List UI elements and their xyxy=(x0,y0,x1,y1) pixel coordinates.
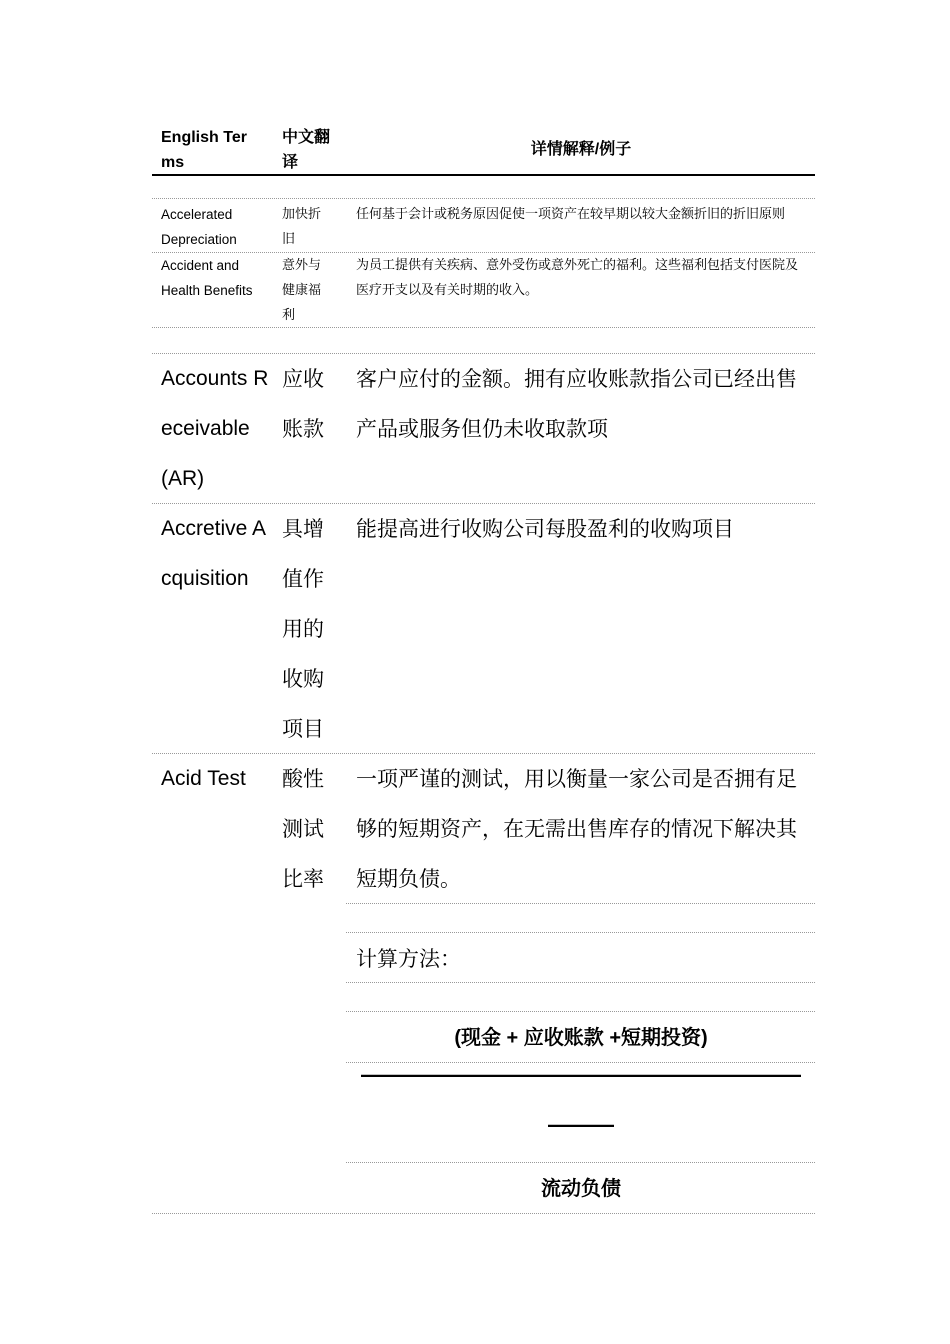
cell-divider xyxy=(346,1011,815,1012)
formula-fraction-bar: ———————————————————— xyxy=(361,1062,801,1087)
term-accounts-receivable: Accounts Receivable (AR) xyxy=(161,367,269,490)
explanation-acid-test: 一项严谨的测试，用以衡量一家公司是否拥有足够的短期资产，在无需出售库存的情况下解决其短期负债。 xyxy=(356,767,797,891)
chinese-translation-header: 中文翻译 xyxy=(282,129,331,171)
formula-fraction-bar-continued: ——— xyxy=(548,1112,614,1137)
row-divider xyxy=(152,327,815,328)
explanation-accounts-receivable: 客户应付的金额。拥有应收账款指公司已经出售产品或服务但仍未收取款项 xyxy=(356,367,797,441)
term-accident-health-benefits: Accident and Health Benefits xyxy=(161,258,253,298)
cell-divider xyxy=(346,903,815,904)
translation-accelerated-depreciation: 加快折旧 xyxy=(282,207,322,247)
explanation-accretive-acquisition: 能提高进行收购公司每股盈利的收购项目 xyxy=(356,517,734,541)
term-accretive-acquisition: Accretive Acquisition xyxy=(161,517,267,590)
calculation-label: 计算方法： xyxy=(356,947,461,971)
translation-accounts-receivable: 应收账款 xyxy=(282,367,324,441)
formula-denominator: 流动负债 xyxy=(541,1178,621,1200)
translation-accretive-acquisition: 具增值作用的收购项目 xyxy=(282,517,324,741)
row-divider xyxy=(152,198,815,199)
term-accelerated-depreciation: Accelerated Depreciation xyxy=(161,207,237,247)
explanation-header: 详情解释/例子 xyxy=(530,141,632,158)
explanation-accident-health-benefits: 为员工提供有关疾病、意外受伤或意外死亡的福利。这些福利包括支付医院及医疗开支以及有关时期的收入。 xyxy=(356,258,799,298)
cell-divider xyxy=(346,1162,815,1163)
translation-accident-health-benefits: 意外与健康福利 xyxy=(282,258,322,323)
term-acid-test: Acid Test xyxy=(161,767,246,790)
formula-numerator: (现金 + 应收账款 +短期投资) xyxy=(454,1027,708,1049)
header-divider xyxy=(152,174,815,176)
translation-acid-test: 酸性测试比率 xyxy=(282,767,324,891)
cell-divider xyxy=(346,982,815,983)
cell-divider xyxy=(346,932,815,933)
english-terms-header: English Terms xyxy=(161,129,247,171)
explanation-accelerated-depreciation: 任何基于会计或税务原因促使一项资产在较早期以较大金额折旧的折旧原则 xyxy=(356,207,786,222)
table-bottom-divider xyxy=(152,1213,815,1214)
